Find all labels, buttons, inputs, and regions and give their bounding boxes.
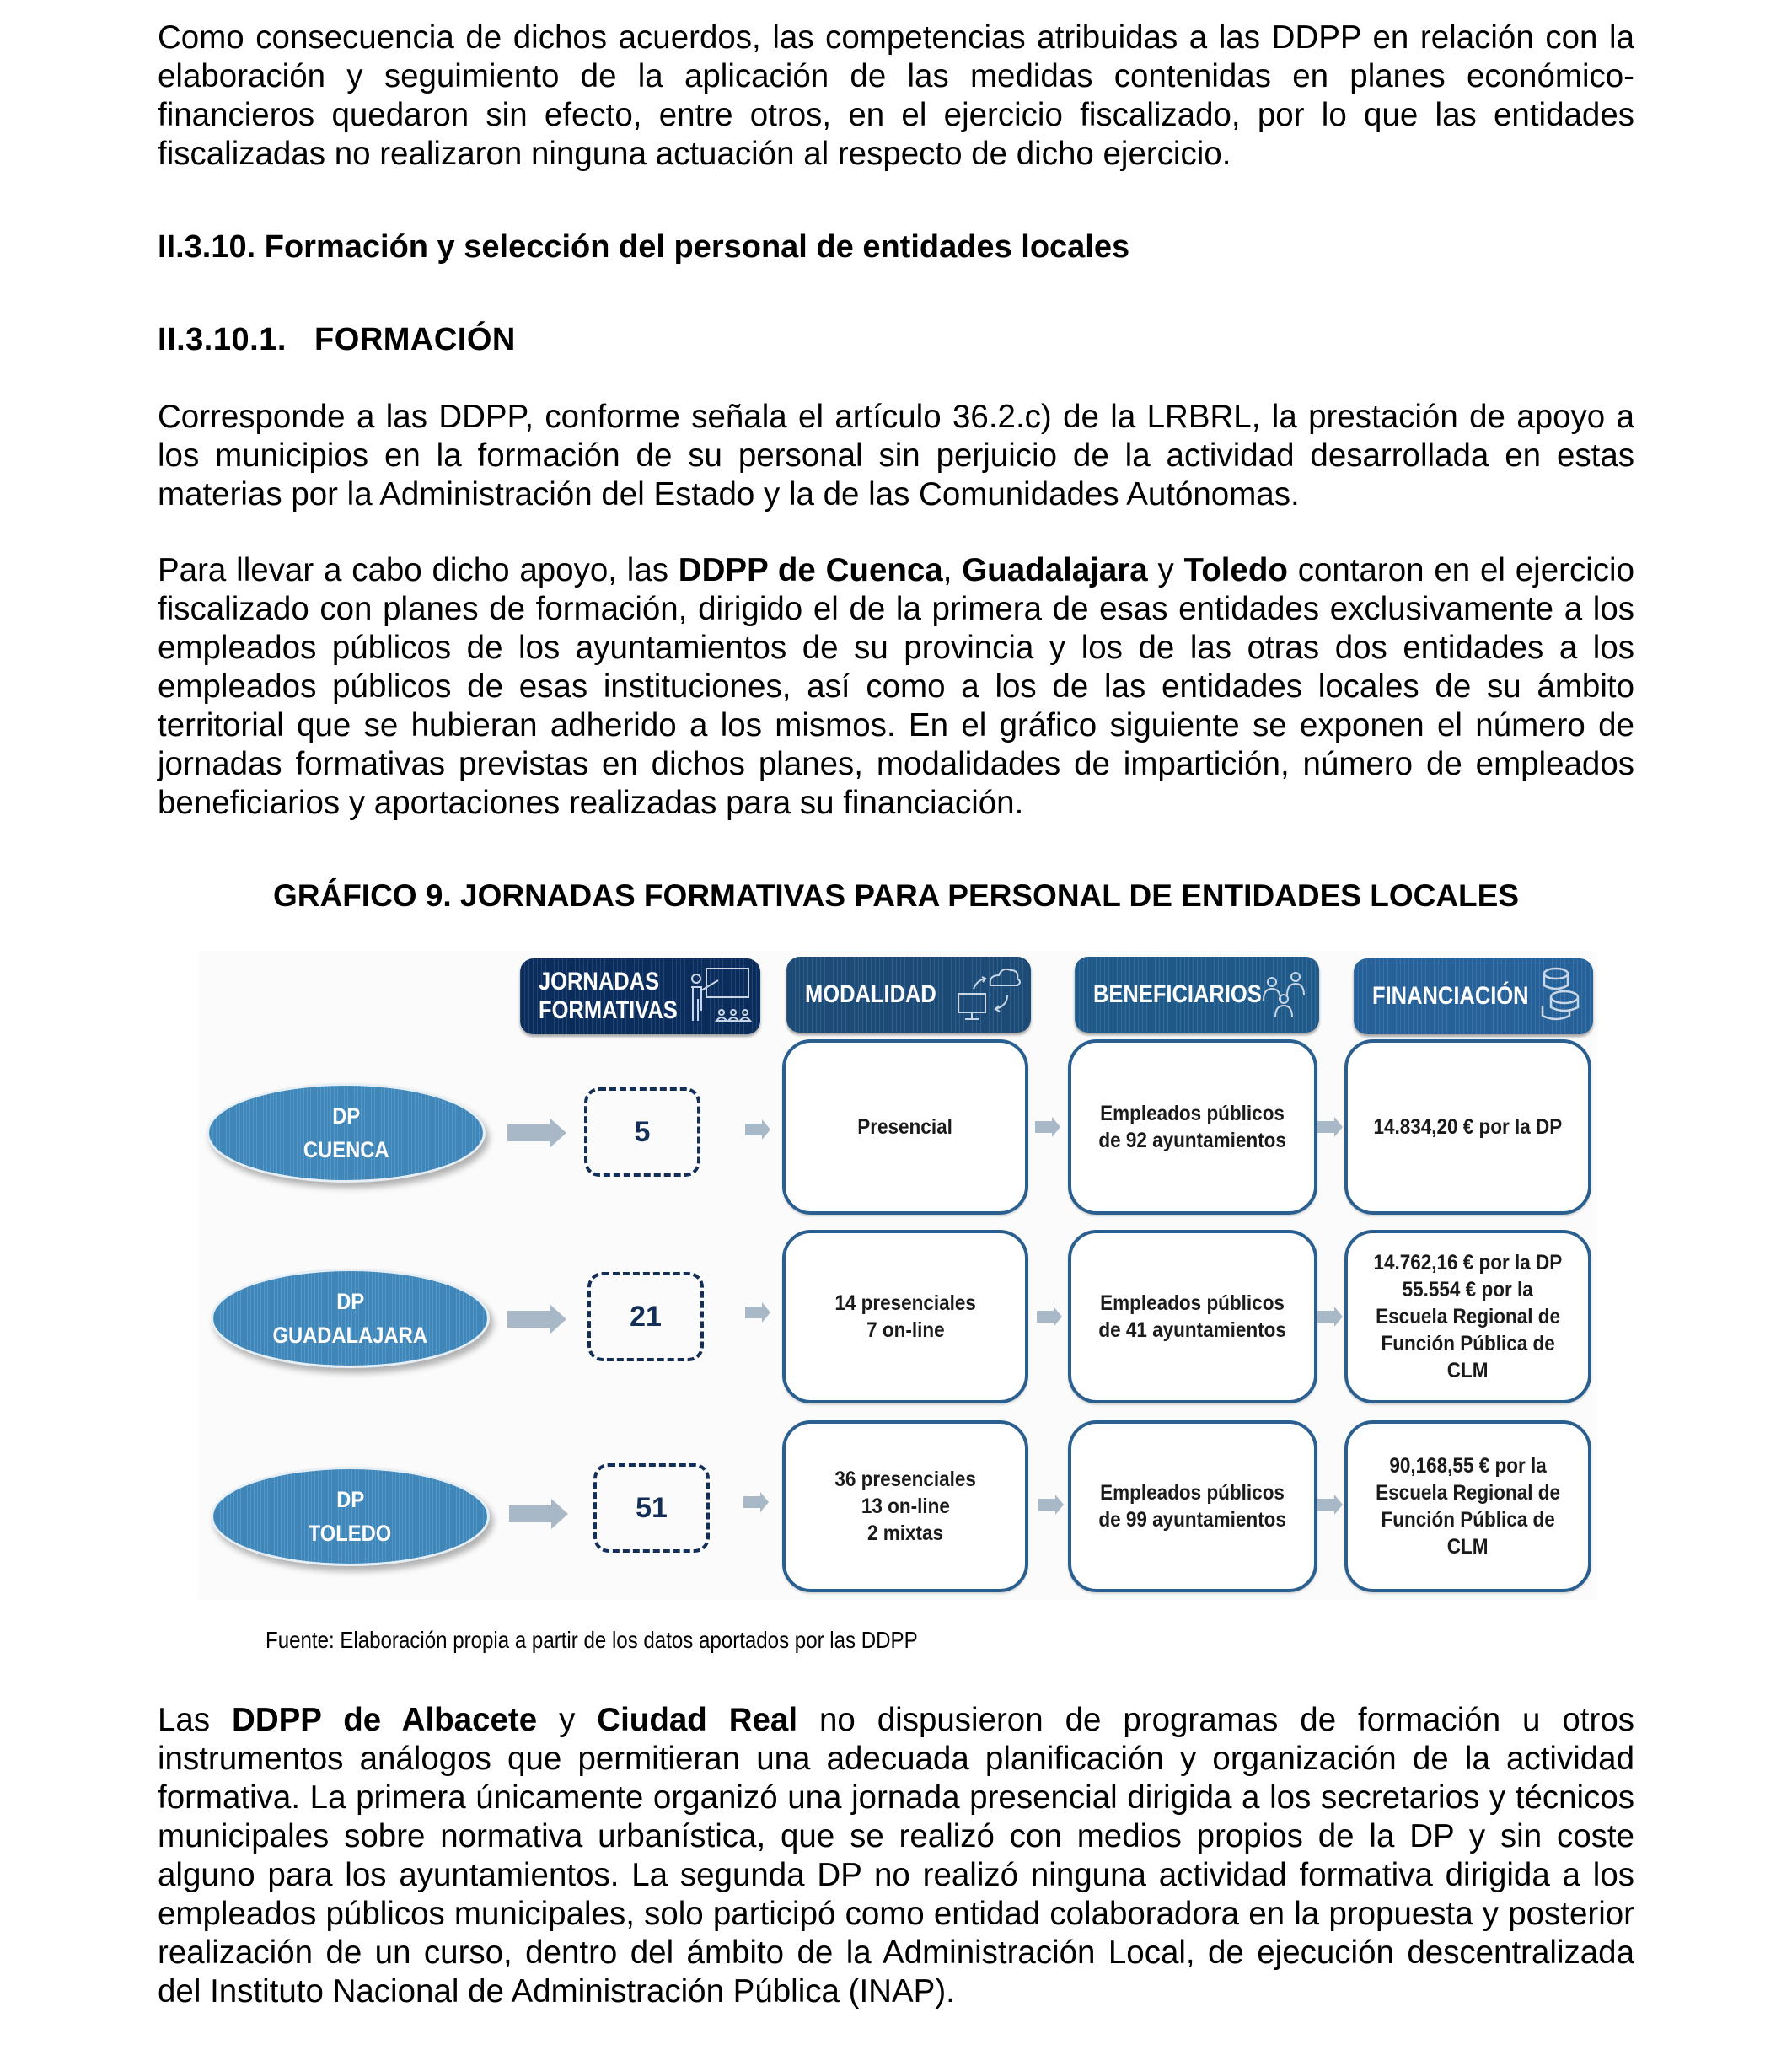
modalidad-line: 7 on-line [866, 1318, 945, 1342]
arrow-right-icon [1038, 1495, 1064, 1515]
financiacion-line: 90,168,55 € por la [1389, 1454, 1547, 1478]
financiacion-line: Función Pública de [1381, 1508, 1555, 1532]
jornadas-count-toledo: 51 [593, 1463, 710, 1553]
modalidad-guadalajara [782, 1230, 1028, 1403]
paragraph-albacete-ciudad-real [158, 1701, 1634, 2011]
subsection-heading [158, 322, 516, 358]
beneficiarios-line: Empleados públicos [1100, 1291, 1285, 1315]
beneficiarios-line: de 99 ayuntamientos [1098, 1508, 1287, 1532]
p3-bold-albacete: DDPP de Albacete [232, 1702, 538, 1738]
p3-bold-ciudad-real: Ciudad Real [597, 1702, 798, 1738]
cloud-computer-icon [955, 963, 1022, 1026]
p3-text-c: y [537, 1702, 598, 1738]
entity-dp-toledo [211, 1467, 490, 1566]
beneficiarios-line: de 92 ayuntamientos [1098, 1129, 1287, 1152]
modalidad-line: 36 presenciales [834, 1468, 976, 1491]
beneficiarios-toledo [1068, 1420, 1317, 1592]
financiacion-line: Escuela Regional de [1376, 1305, 1560, 1328]
header-jornadas-formativas [520, 958, 760, 1034]
arrow-right-icon [745, 1302, 770, 1323]
financiacion-line: 55.554 € por la [1402, 1278, 1534, 1301]
header-jornadas-line1: JORNADAS [539, 968, 660, 995]
arrow-right-icon [509, 1499, 568, 1529]
arrow-right-icon [507, 1118, 566, 1148]
arrow-right-icon [1317, 1117, 1343, 1137]
arrow-right-icon [743, 1492, 769, 1512]
people-icon [1260, 963, 1311, 1026]
entity-dp-guadalajara [211, 1269, 490, 1368]
entity-line1: DP [335, 1289, 364, 1314]
arrow-right-icon [507, 1304, 566, 1334]
paragraph-competencias: Corresponde a las DDPP, conforme señala el artículo 36.2.c) de la LRBRL, la prestación de apoyo a los municipios en la formación de su personal sin perjuicio de la actividad desarrollada en estas materias por la Administración del Estado y la de las Comunidades Autónomas. [158, 399, 1634, 512]
arrow-right-icon [745, 1119, 770, 1140]
modalidad-line: Presencial [857, 1115, 953, 1139]
header-modalidad [786, 957, 1031, 1033]
financiacion-line: 14.762,16 € por la DP [1373, 1251, 1563, 1275]
figure-source: Fuente: Elaboración propia a partir de los datos aportados por las DDPP [266, 1627, 918, 1653]
p3-text-d: no dispusieron de programas de formación u otros instrumentos análogos que permitieran una adecuada planificación y organización de la actividad formativa. La primera únicamente organizó una jornada presencial dirigida a los secretarios y técnicos municipales sobre normativa urbanística, que se realizó con medios propios de la DP y sin coste alguno para los ayuntamientos. La segunda DP no realizó ninguna actividad formativa dirigida a los empleados públicos municipales, solo participó como entidad colaboradora en la propuesta y posterior realización de un curso, dentro del ámbito de la Administración Local, de ejecución descentralizada del Instituto Nacional de Administración Pública (INAP). [158, 1702, 1634, 2010]
jornadas-count-cuenca: 5 [584, 1087, 700, 1177]
p2-text-e: contaron en el ejercicio fiscalizado con planes de formación, dirigido el de la primera de esas entidades exclusivamente a los empleados públicos de los ayuntamientos de su provincia y los de las otras dos entidades a los empleados públicos de esas instituciones, así como a los de las entidades locales de su ámbito territorial que se hubieran adherido a los mismos. En el gráfico siguiente se exponen el número de jornadas formativas previstas en dichos planes, modalidades de impartición, número de empleados beneficiarios y aportaciones realizadas para su financiación. [158, 552, 1634, 821]
header-beneficiarios-label: BENEFICIARIOS [1093, 980, 1262, 1008]
modalidad-toledo [782, 1420, 1028, 1592]
financiacion-line: CLM [1447, 1535, 1489, 1559]
teacher-icon [684, 965, 752, 1028]
modalidad-line: 14 presenciales [834, 1291, 976, 1315]
financiacion-toledo [1344, 1420, 1591, 1592]
section-heading: II.3.10. Formación y selección del personal de entidades locales [158, 229, 1130, 265]
p2-bold-guadalajara: Guadalajara [962, 552, 1148, 588]
p2-bold-cuenca: DDPP de Cuenca [678, 552, 943, 588]
paragraph-planes-formacion [158, 551, 1634, 823]
coins-icon [1534, 965, 1585, 1028]
financiacion-line: 14.834,20 € por la DP [1373, 1115, 1563, 1139]
intro-paragraph: Como consecuencia de dichos acuerdos, las competencias atribuidas a las DDPP en relación con la elaboración y seguimiento de la aplicación de las medidas contenidas en planes económico-financieros quedaron sin efecto, entre otros, en el ejercicio fiscalizado, por lo que las entidades fiscalizadas no realizaron ninguna actuación al respecto de dicho ejercicio. [158, 19, 1634, 172]
p2-text-a: Para llevar a cabo dicho apoyo, las [158, 552, 679, 588]
figure-title: GRÁFICO 9. JORNADAS FORMATIVAS PARA PERSONAL DE ENTIDADES LOCALES [272, 878, 1520, 913]
entity-line1: DP [335, 1487, 364, 1512]
entity-line2: GUADALAJARA [272, 1323, 428, 1348]
financiacion-guadalajara [1344, 1230, 1591, 1403]
beneficiarios-line: Empleados públicos [1100, 1102, 1285, 1125]
arrow-right-icon [1035, 1117, 1060, 1137]
arrow-right-icon [1037, 1307, 1062, 1327]
entity-line2: TOLEDO [309, 1521, 392, 1546]
header-financiacion [1354, 958, 1593, 1034]
subsection-heading-text: II.3.10.1. FORMACIÓN [158, 322, 516, 357]
financiacion-cuenca [1344, 1039, 1591, 1215]
beneficiarios-cuenca [1068, 1039, 1317, 1215]
modalidad-line: 13 on-line [861, 1495, 950, 1518]
arrow-right-icon [1317, 1307, 1343, 1327]
p2-text-c: , [942, 552, 963, 588]
beneficiarios-line: Empleados públicos [1100, 1481, 1285, 1505]
financiacion-line: Escuela Regional de [1376, 1481, 1560, 1505]
arrow-right-icon [1317, 1495, 1343, 1515]
financiacion-line: CLM [1447, 1359, 1489, 1382]
header-modalidad-label: MODALIDAD [805, 980, 936, 1008]
financiacion-line: Función Pública de [1381, 1332, 1555, 1355]
entity-line1: DP [331, 1103, 360, 1129]
p2-text-d: y [1147, 552, 1184, 588]
entity-dp-cuenca [207, 1083, 486, 1183]
p3-text-a: Las [158, 1702, 233, 1738]
header-beneficiarios [1075, 957, 1319, 1033]
entity-line2: CUENCA [303, 1137, 389, 1162]
header-jornadas-line2: FORMATIVAS [539, 996, 678, 1024]
beneficiarios-guadalajara [1068, 1230, 1317, 1403]
p2-bold-toledo: Toledo [1183, 552, 1288, 588]
jornadas-count-guadalajara: 21 [587, 1272, 704, 1361]
modalidad-line: 2 mixtas [866, 1521, 944, 1545]
header-financiacion-label: FINANCIACIÓN [1372, 982, 1529, 1010]
modalidad-cuenca [782, 1039, 1028, 1215]
beneficiarios-line: de 41 ayuntamientos [1098, 1318, 1287, 1342]
